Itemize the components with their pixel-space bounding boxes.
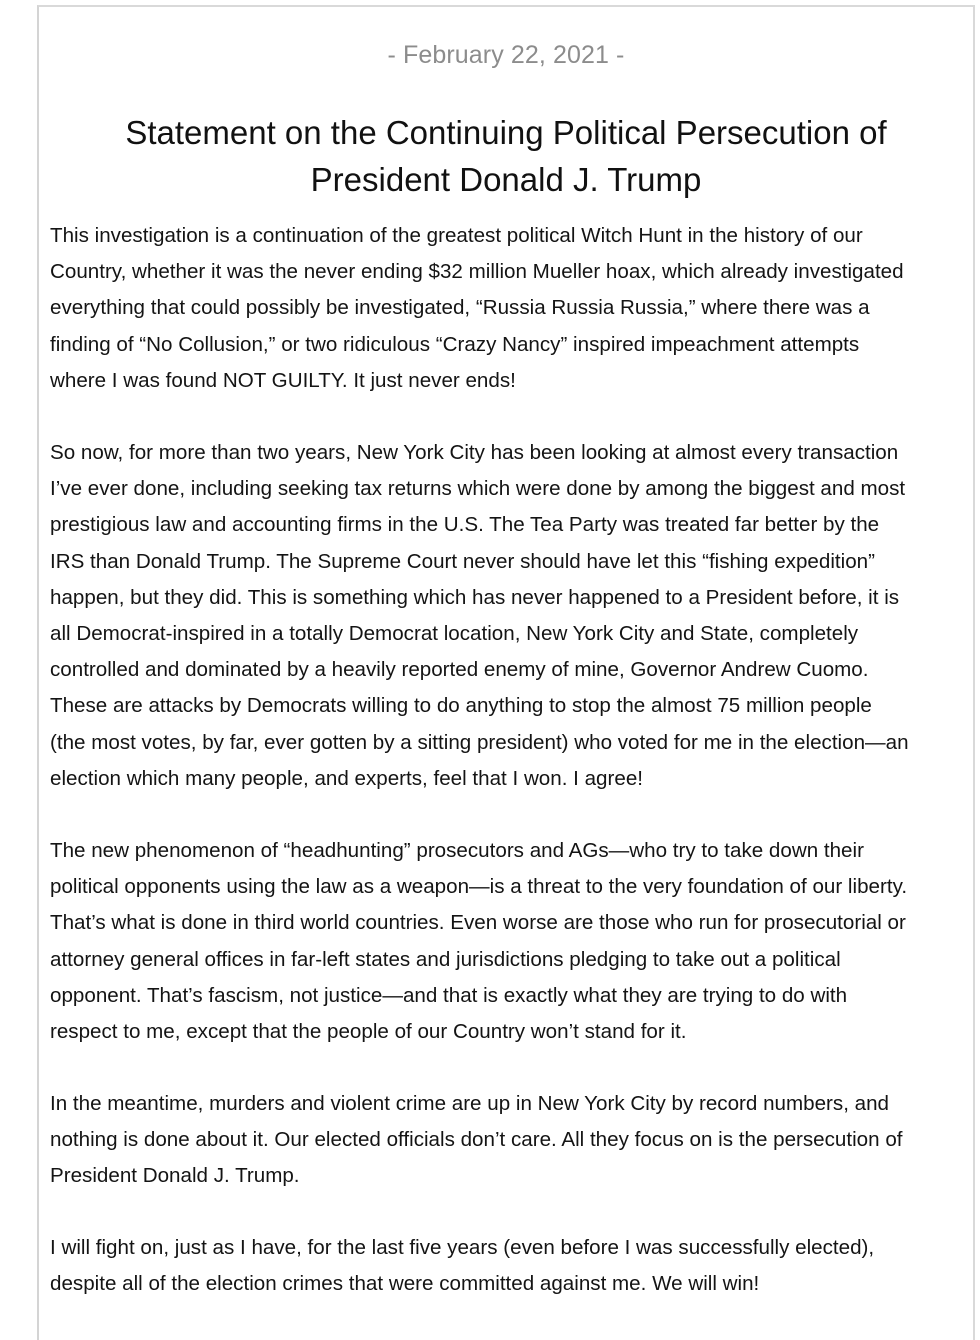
text-line: respect to me, except that the people of our Country won’t stand for it. (50, 1020, 687, 1044)
title-line: President Donald J. Trump (310, 161, 702, 198)
text-line: everything that could possibly be investigated, “Russia Russia Russia,” where there was a (50, 296, 870, 320)
paragraph-3 (50, 833, 969, 1050)
paragraph-4 (50, 1086, 969, 1195)
text-line: That’s what is done in third world countries. Even worse are those who run for prosecutorial or (50, 911, 906, 935)
title-line: Statement on the Continuing Political Persecution of (125, 114, 887, 151)
statement-title (39, 109, 973, 203)
text-line: This investigation is a continuation of the greatest political Witch Hunt in the history of our (50, 224, 863, 247)
text-line: prestigious law and accounting firms in the U.S. The Tea Party was treated far better by the (50, 513, 880, 537)
statement-card (37, 5, 975, 1340)
paragraph-1 (50, 218, 969, 399)
text-line: These are attacks by Democrats willing to do anything to stop the almost 75 million people (50, 694, 872, 718)
text-line: despite all of the election crimes that were committed against me. We will win! (50, 1272, 760, 1296)
text-line: I will fight on, just as I have, for the last five years (even before I was successfully elected), (50, 1236, 875, 1259)
text-line: attorney general offices in far-left states and jurisdictions pledging to take out a political (50, 947, 841, 971)
statement-date: - February 22, 2021 - (387, 41, 625, 69)
text-line: election which many people, and experts, feel that I won. I agree! (50, 766, 643, 790)
text-line: (the most votes, by far, ever gotten by a sitting president) who voted for me in the election—an (50, 730, 909, 754)
text-line: The new phenomenon of “headhunting” prosecutors and AGs—who try to take down their (50, 839, 864, 862)
text-line: political opponents using the law as a weapon—is a threat to the very foundation of our liberty. (50, 875, 908, 899)
text-line: happen, but they did. This is something which has never happened to a President before, it is (50, 585, 900, 609)
text-line: I’ve ever done, including seeking tax returns which were done by among the biggest and most (50, 477, 906, 501)
text-line: Country, whether it was the never ending $32 million Mueller hoax, which already investigated (50, 260, 904, 284)
text-line: where I was found NOT GUILTY. It just never ends! (50, 368, 516, 392)
paragraph-5 (50, 1230, 969, 1302)
text-line: IRS than Donald Trump. The Supreme Court never should have let this “fishing expedition” (50, 549, 875, 573)
text-line: So now, for more than two years, New York City has been looking at almost every transaction (50, 441, 899, 464)
text-line: opponent. That’s fascism, not justice—and that is exactly what they are trying to do with (50, 983, 848, 1007)
text-line: controlled and dominated by a heavily reported enemy of mine, Governor Andrew Cuomo. (50, 658, 869, 682)
text-line: President Donald J. Trump. (50, 1164, 300, 1188)
paragraph-2 (50, 435, 969, 797)
text-line: nothing is done about it. Our elected officials don’t care. All they focus on is the persecution of (50, 1128, 903, 1152)
text-line: In the meantime, murders and violent crime are up in New York City by record numbers, and (50, 1092, 890, 1115)
text-line: all Democrat-inspired in a totally Democrat location, New York City and State, completely (50, 622, 859, 646)
text-line: finding of “No Collusion,” or two ridiculous “Crazy Nancy” inspired impeachment attempts (50, 332, 860, 356)
